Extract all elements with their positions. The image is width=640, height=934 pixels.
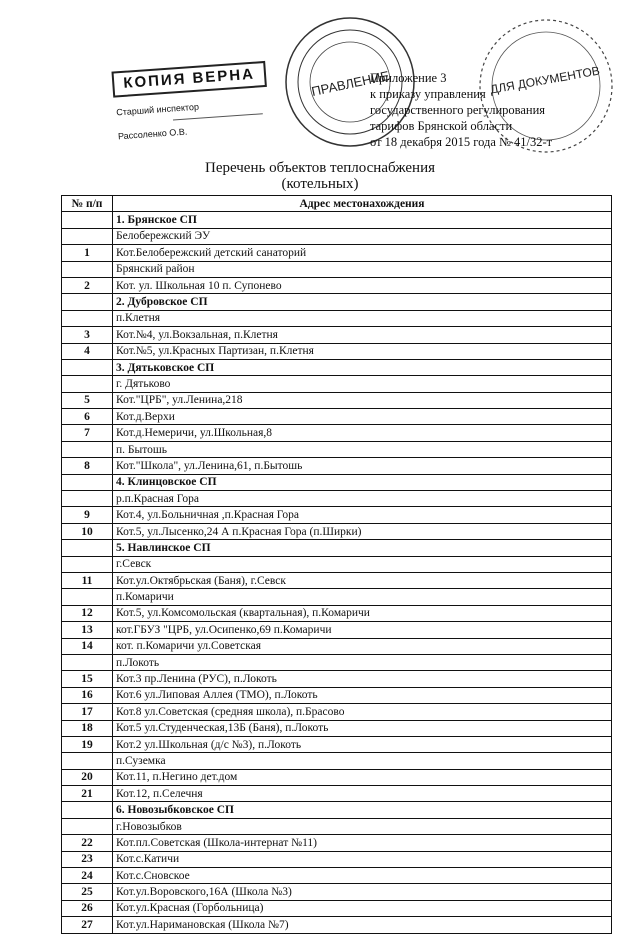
table-row (62, 589, 612, 605)
row-address: Кот.№5, ул.Красных Партизан, п.Клетня (113, 343, 612, 359)
row-number: 27 (62, 917, 113, 933)
row-number: 22 (62, 835, 113, 851)
row-address: п.Комаричи (113, 589, 612, 605)
row-number: 19 (62, 736, 113, 752)
appendix-line-2: к приказу управления (370, 87, 486, 101)
table-row (62, 245, 612, 261)
row-number (62, 310, 113, 326)
row-number (62, 441, 113, 457)
row-number (62, 228, 113, 244)
row-address: Кот.д.Верхи (113, 409, 612, 425)
table-row (62, 261, 612, 277)
table-row (62, 441, 612, 457)
table-row (62, 327, 612, 343)
table-body (62, 212, 612, 933)
row-address: п.Клетня (113, 310, 612, 326)
row-address: Кот.с.Катичи (113, 851, 612, 867)
row-address: Белобережский ЭУ (113, 228, 612, 244)
row-address: Кот."ЦРБ", ул.Ленина,218 (113, 392, 612, 408)
table-row (62, 638, 612, 654)
row-number: 9 (62, 507, 113, 523)
table-row (62, 392, 612, 408)
row-number: 17 (62, 704, 113, 720)
table-row (62, 605, 612, 621)
row-address: Кот.с.Сновское (113, 868, 612, 884)
table-row (62, 556, 612, 572)
row-number: 26 (62, 900, 113, 916)
row-address: Кот.д.Немеричи, ул.Школьная,8 (113, 425, 612, 441)
row-address: Кот.ул.Октябрьская (Баня), г.Севск (113, 572, 612, 588)
appendix-line-3: государственного регулирования (370, 103, 546, 117)
table-row (62, 523, 612, 539)
row-number: 10 (62, 523, 113, 539)
row-address: г.Севск (113, 556, 612, 572)
column-header-number: № п/п (62, 196, 113, 212)
row-number: 5 (62, 392, 113, 408)
table-row (62, 458, 612, 474)
row-number: 1 (62, 245, 113, 261)
row-number (62, 474, 113, 490)
table-row (62, 491, 612, 507)
row-address: Кот.11, п.Негино дет.дом (113, 769, 612, 785)
row-address: г. Дятьково (113, 376, 612, 392)
table-row (62, 720, 612, 736)
appendix-header (370, 70, 552, 150)
row-number: 24 (62, 868, 113, 884)
row-address: Кот. ул. Школьная 10 п. Супонево (113, 277, 612, 293)
row-number: 25 (62, 884, 113, 900)
row-number (62, 802, 113, 818)
row-number: 12 (62, 605, 113, 621)
row-address: 1. Брянское СП (113, 212, 612, 228)
table-row (62, 622, 612, 638)
row-address: Кот.№4, ул.Вокзальная, п.Клетня (113, 327, 612, 343)
table-row (62, 753, 612, 769)
row-address: Кот.2 ул.Школьная (д/с №3), п.Локоть (113, 736, 612, 752)
table-row (62, 818, 612, 834)
stamp-name: Рассоленко О.В. (117, 126, 188, 142)
seal2-text: ДЛЯ ДОКУМЕНТОВ (489, 63, 601, 97)
row-address: Кот.8 ул.Советская (средняя школа), п.Брасово (113, 704, 612, 720)
row-address: Кот.Белобережский детский санаторий (113, 245, 612, 261)
appendix-line-1: Приложение 3 (370, 71, 447, 85)
row-address: 6. Новозыбковское СП (113, 802, 612, 818)
row-address: Кот.6 ул.Липовая Аллея (ТМО), п.Локоть (113, 687, 612, 703)
table-row (62, 868, 612, 884)
row-address: Кот.5 ул.Студенческая,13Б (Баня), п.Локоть (113, 720, 612, 736)
row-number: 7 (62, 425, 113, 441)
table-row (62, 310, 612, 326)
heating-objects-table (61, 195, 612, 934)
row-number: 8 (62, 458, 113, 474)
section-row (62, 294, 612, 310)
table-row (62, 835, 612, 851)
row-number (62, 376, 113, 392)
row-number (62, 589, 113, 605)
section-row (62, 474, 612, 490)
row-address: Кот.5, ул.Комсомольская (квартальная), п.Комаричи (113, 605, 612, 621)
row-address: Кот.пл.Советская (Школа-интернат №11) (113, 835, 612, 851)
row-address: Кот.ул.Воровского,16А (Школа №3) (113, 884, 612, 900)
row-number (62, 654, 113, 670)
section-row (62, 802, 612, 818)
stamp-role: Старший инспектор (115, 101, 200, 118)
row-address: 3. Дятьковское СП (113, 359, 612, 375)
row-number: 21 (62, 786, 113, 802)
row-number (62, 491, 113, 507)
stamp-title: КОПИЯ ВЕРНА (111, 61, 266, 98)
appendix-line-4: тарифов Брянской области (370, 119, 513, 133)
table-row (62, 769, 612, 785)
row-number: 14 (62, 638, 113, 654)
table-row (62, 917, 612, 933)
row-address: Кот.3 пр.Ленина (РУС), п.Локоть (113, 671, 612, 687)
row-address: кот.ГБУЗ "ЦРБ, ул.Осипенко,69 п.Комаричи (113, 622, 612, 638)
row-address: Кот.5, ул.Лысенко,24 А п.Красная Гора (п.Ширки) (113, 523, 612, 539)
row-address: 4. Клинцовское СП (113, 474, 612, 490)
row-number: 18 (62, 720, 113, 736)
section-row (62, 359, 612, 375)
row-address: кот. п.Комаричи ул.Советская (113, 638, 612, 654)
row-number: 16 (62, 687, 113, 703)
row-address: р.п.Красная Гора (113, 491, 612, 507)
row-address: Кот.ул.Красная (Горбольница) (113, 900, 612, 916)
column-header-address: Адрес местонахождения (113, 196, 612, 212)
row-address: Брянский район (113, 261, 612, 277)
row-number: 13 (62, 622, 113, 638)
row-number (62, 261, 113, 277)
table-row (62, 900, 612, 916)
table-row (62, 572, 612, 588)
row-number: 4 (62, 343, 113, 359)
row-address: 5. Навлинское СП (113, 540, 612, 556)
row-number: 23 (62, 851, 113, 867)
table-row (62, 228, 612, 244)
row-address: Кот.4, ул.Больничная ,п.Красная Гора (113, 507, 612, 523)
row-number (62, 359, 113, 375)
table-row (62, 884, 612, 900)
row-address: Кот."Школа", ул.Ленина,61, п.Бытошь (113, 458, 612, 474)
row-number: 2 (62, 277, 113, 293)
row-number: 3 (62, 327, 113, 343)
section-row (62, 540, 612, 556)
row-number (62, 556, 113, 572)
table-row (62, 425, 612, 441)
row-address: п.Локоть (113, 654, 612, 670)
table-row (62, 277, 612, 293)
row-number (62, 753, 113, 769)
row-number: 6 (62, 409, 113, 425)
section-row (62, 212, 612, 228)
row-number (62, 818, 113, 834)
row-number (62, 294, 113, 310)
row-address: г.Новозыбков (113, 818, 612, 834)
table-row (62, 343, 612, 359)
title-line-2: (котельных) (281, 176, 359, 192)
table-row (62, 786, 612, 802)
table-row (62, 409, 612, 425)
row-address: 2. Дубровское СП (113, 294, 612, 310)
table-row (62, 736, 612, 752)
appendix-line-5: от 18 декабря 2015 года № 41/32-т (370, 135, 553, 149)
signature-line (173, 113, 263, 120)
row-address: п. Бытошь (113, 441, 612, 457)
table-row (62, 507, 612, 523)
copy-certified-stamp (111, 61, 276, 150)
table-header-row (62, 196, 612, 212)
table-row (62, 851, 612, 867)
table-row (62, 704, 612, 720)
row-number: 15 (62, 671, 113, 687)
row-number (62, 540, 113, 556)
table-row (62, 654, 612, 670)
title-line-1: Перечень объектов теплоснабжения (204, 160, 436, 176)
table-row (62, 376, 612, 392)
table-row (62, 687, 612, 703)
seal-text: ПРАВЛЕНИЕ (310, 67, 391, 100)
row-number: 11 (62, 572, 113, 588)
table-row (62, 671, 612, 687)
row-number (62, 212, 113, 228)
row-address: п.Суземка (113, 753, 612, 769)
row-number: 20 (62, 769, 113, 785)
row-address: Кот.12, п.Селечня (113, 786, 612, 802)
document-title (0, 160, 640, 192)
row-address: Кот.ул.Наримановская (Школа №7) (113, 917, 612, 933)
